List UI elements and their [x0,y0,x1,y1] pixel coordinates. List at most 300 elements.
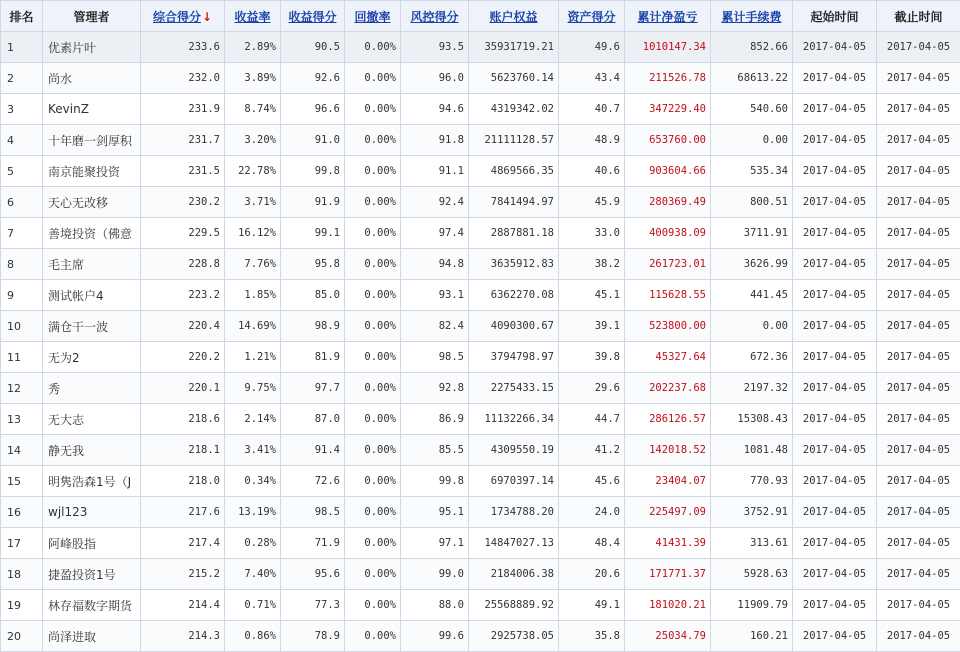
cell-return-rate: 2.14% [225,404,281,435]
cell-total-score: 214.3 [141,621,225,652]
cell-return-rate: 8.74% [225,94,281,125]
cell-start-time: 2017-04-05 [793,156,877,187]
cell-risk-score: 99.8 [401,466,469,497]
cell-asset-score: 39.8 [559,342,625,373]
cell-return-score: 81.9 [281,342,345,373]
table-row[interactable] [1,125,960,156]
cell-manager: 尚水 [43,63,141,94]
cell-start-time: 2017-04-05 [793,94,877,125]
cell-net-pnl: 171771.37 [625,559,711,590]
cell-total-score: 214.4 [141,590,225,621]
cell-equity: 4319342.02 [469,94,559,125]
cell-net-pnl: 225497.09 [625,497,711,528]
cell-return-score: 99.1 [281,218,345,249]
cell-risk-score: 92.4 [401,187,469,218]
cell-risk-score: 99.6 [401,621,469,652]
cell-drawdown: 0.00% [345,559,401,590]
cell-end-time: 2017-04-05 [877,94,960,125]
cell-fees: 540.60 [711,94,793,125]
cell-equity: 6362270.08 [469,280,559,311]
cell-end-time: 2017-04-05 [877,218,960,249]
cell-fees: 2197.32 [711,373,793,404]
table-row[interactable] [1,528,960,559]
cell-start-time: 2017-04-05 [793,63,877,94]
cell-return-score: 77.3 [281,590,345,621]
cell-return-rate: 13.19% [225,497,281,528]
cell-total-score: 232.0 [141,63,225,94]
cell-manager: 无大志 [43,404,141,435]
cell-drawdown: 0.00% [345,32,401,63]
header-link[interactable]: 累计净盈亏 [637,10,697,24]
table-row[interactable] [1,156,960,187]
cell-equity: 2184006.38 [469,559,559,590]
cell-risk-score: 91.8 [401,125,469,156]
cell-risk-score: 99.0 [401,559,469,590]
cell-end-time: 2017-04-05 [877,590,960,621]
cell-start-time: 2017-04-05 [793,125,877,156]
cell-net-pnl: 181020.21 [625,590,711,621]
table-row[interactable] [1,466,960,497]
cell-risk-score: 97.1 [401,528,469,559]
cell-fees: 15308.43 [711,404,793,435]
cell-rank: 17 [1,528,43,559]
cell-start-time: 2017-04-05 [793,32,877,63]
cell-asset-score: 29.6 [559,373,625,404]
cell-manager: 善境投资（佛意 [43,218,141,249]
header-link[interactable]: 风控得分 [410,10,458,24]
cell-drawdown: 0.00% [345,63,401,94]
cell-rank: 19 [1,590,43,621]
header-end-time: 截止时间 [877,1,960,32]
table-row[interactable] [1,187,960,218]
table-row[interactable] [1,63,960,94]
cell-asset-score: 40.7 [559,94,625,125]
header-risk-score[interactable] [401,1,469,32]
cell-return-rate: 0.71% [225,590,281,621]
cell-return-rate: 3.41% [225,435,281,466]
header-link[interactable]: 资产得分 [567,10,615,24]
cell-manager: 毛主席 [43,249,141,280]
cell-end-time: 2017-04-05 [877,373,960,404]
cell-net-pnl: 261723.01 [625,249,711,280]
cell-asset-score: 38.2 [559,249,625,280]
cell-return-score: 95.6 [281,559,345,590]
cell-net-pnl: 523800.00 [625,311,711,342]
cell-rank: 11 [1,342,43,373]
cell-rank: 15 [1,466,43,497]
cell-equity: 14847027.13 [469,528,559,559]
cell-net-pnl: 280369.49 [625,187,711,218]
cell-start-time: 2017-04-05 [793,497,877,528]
table-row[interactable] [1,32,960,63]
cell-asset-score: 45.9 [559,187,625,218]
cell-fees: 1081.48 [711,435,793,466]
cell-asset-score: 43.4 [559,63,625,94]
cell-rank: 8 [1,249,43,280]
cell-total-score: 229.5 [141,218,225,249]
cell-risk-score: 98.5 [401,342,469,373]
cell-drawdown: 0.00% [345,156,401,187]
cell-drawdown: 0.00% [345,125,401,156]
cell-rank: 12 [1,373,43,404]
cell-manager: 天心无改移 [43,187,141,218]
cell-return-score: 90.5 [281,32,345,63]
table-row[interactable] [1,249,960,280]
cell-rank: 1 [1,32,43,63]
cell-equity: 25568889.92 [469,590,559,621]
cell-drawdown: 0.00% [345,342,401,373]
cell-fees: 672.36 [711,342,793,373]
cell-drawdown: 0.00% [345,466,401,497]
table-row[interactable] [1,590,960,621]
cell-risk-score: 88.0 [401,590,469,621]
cell-risk-score: 96.0 [401,63,469,94]
cell-start-time: 2017-04-05 [793,528,877,559]
cell-start-time: 2017-04-05 [793,435,877,466]
cell-net-pnl: 45327.64 [625,342,711,373]
cell-asset-score: 48.9 [559,125,625,156]
table-row[interactable] [1,342,960,373]
cell-net-pnl: 202237.68 [625,373,711,404]
cell-manager: 无为2 [43,342,141,373]
cell-asset-score: 49.6 [559,32,625,63]
cell-return-rate: 1.21% [225,342,281,373]
cell-manager: 满仓干一波 [43,311,141,342]
cell-equity: 11132266.34 [469,404,559,435]
cell-equity: 7841494.97 [469,187,559,218]
cell-return-score: 78.9 [281,621,345,652]
cell-start-time: 2017-04-05 [793,590,877,621]
cell-start-time: 2017-04-05 [793,342,877,373]
cell-total-score: 233.6 [141,32,225,63]
cell-return-rate: 3.71% [225,187,281,218]
cell-equity: 3794798.97 [469,342,559,373]
cell-return-rate: 7.76% [225,249,281,280]
cell-fees: 852.66 [711,32,793,63]
cell-drawdown: 0.00% [345,590,401,621]
cell-equity: 1734788.20 [469,497,559,528]
cell-asset-score: 44.7 [559,404,625,435]
cell-net-pnl: 41431.39 [625,528,711,559]
cell-asset-score: 45.1 [559,280,625,311]
cell-asset-score: 49.1 [559,590,625,621]
header-total-score[interactable] [141,1,225,32]
cell-drawdown: 0.00% [345,218,401,249]
cell-return-rate: 3.20% [225,125,281,156]
cell-total-score: 223.2 [141,280,225,311]
cell-net-pnl: 347229.40 [625,94,711,125]
cell-fees: 3626.99 [711,249,793,280]
cell-risk-score: 91.1 [401,156,469,187]
cell-drawdown: 0.00% [345,187,401,218]
table-row[interactable] [1,621,960,652]
cell-end-time: 2017-04-05 [877,466,960,497]
header-return-score[interactable] [281,1,345,32]
cell-net-pnl: 211526.78 [625,63,711,94]
cell-end-time: 2017-04-05 [877,187,960,218]
cell-return-rate: 1.85% [225,280,281,311]
cell-fees: 5928.63 [711,559,793,590]
cell-fees: 313.61 [711,528,793,559]
header-link[interactable]: 累计手续费 [721,10,781,24]
cell-asset-score: 40.6 [559,156,625,187]
cell-start-time: 2017-04-05 [793,311,877,342]
table-row[interactable] [1,311,960,342]
cell-fees: 160.21 [711,621,793,652]
cell-return-rate: 0.34% [225,466,281,497]
cell-return-rate: 0.86% [225,621,281,652]
cell-equity: 4309550.19 [469,435,559,466]
cell-return-score: 97.7 [281,373,345,404]
cell-risk-score: 95.1 [401,497,469,528]
cell-risk-score: 93.5 [401,32,469,63]
cell-total-score: 215.2 [141,559,225,590]
cell-end-time: 2017-04-05 [877,311,960,342]
cell-return-rate: 16.12% [225,218,281,249]
cell-return-score: 91.0 [281,125,345,156]
cell-return-score: 98.5 [281,497,345,528]
cell-return-rate: 7.40% [225,559,281,590]
cell-net-pnl: 400938.09 [625,218,711,249]
cell-rank: 18 [1,559,43,590]
header-asset-score[interactable] [559,1,625,32]
cell-fees: 3752.91 [711,497,793,528]
cell-fees: 11909.79 [711,590,793,621]
cell-total-score: 217.6 [141,497,225,528]
cell-manager: 林存福数字期货 [43,590,141,621]
cell-start-time: 2017-04-05 [793,404,877,435]
cell-manager: 优素片叶 [43,32,141,63]
cell-asset-score: 39.1 [559,311,625,342]
cell-drawdown: 0.00% [345,404,401,435]
header-manager: 管理者 [43,1,141,32]
cell-equity: 2925738.05 [469,621,559,652]
table-body [1,32,960,652]
cell-rank: 14 [1,435,43,466]
cell-net-pnl: 653760.00 [625,125,711,156]
cell-rank: 13 [1,404,43,435]
sort-desc-icon: ↓ [202,10,212,24]
cell-drawdown: 0.00% [345,311,401,342]
cell-net-pnl: 25034.79 [625,621,711,652]
cell-manager: KevinZ [43,94,141,125]
cell-start-time: 2017-04-05 [793,218,877,249]
cell-asset-score: 33.0 [559,218,625,249]
cell-rank: 7 [1,218,43,249]
cell-fees: 535.34 [711,156,793,187]
cell-risk-score: 93.1 [401,280,469,311]
cell-risk-score: 86.9 [401,404,469,435]
cell-drawdown: 0.00% [345,528,401,559]
table-row[interactable] [1,218,960,249]
cell-return-rate: 3.89% [225,63,281,94]
cell-return-score: 92.6 [281,63,345,94]
cell-drawdown: 0.00% [345,497,401,528]
cell-end-time: 2017-04-05 [877,404,960,435]
header-link[interactable]: 收益得分 [288,10,336,24]
cell-drawdown: 0.00% [345,373,401,404]
cell-asset-score: 45.6 [559,466,625,497]
cell-risk-score: 85.5 [401,435,469,466]
cell-manager: 静无我 [43,435,141,466]
cell-total-score: 220.1 [141,373,225,404]
header-link[interactable]: 综合得分 [153,10,201,24]
header-drawdown[interactable] [345,1,401,32]
cell-fees: 441.45 [711,280,793,311]
cell-manager: 十年磨一剑厚积 [43,125,141,156]
cell-risk-score: 82.4 [401,311,469,342]
cell-total-score: 231.5 [141,156,225,187]
header-start-time: 起始时间 [793,1,877,32]
cell-return-score: 95.8 [281,249,345,280]
cell-return-score: 96.6 [281,94,345,125]
cell-return-rate: 2.89% [225,32,281,63]
cell-rank: 3 [1,94,43,125]
cell-start-time: 2017-04-05 [793,621,877,652]
cell-end-time: 2017-04-05 [877,125,960,156]
cell-asset-score: 41.2 [559,435,625,466]
cell-manager: 捷盈投资1号 [43,559,141,590]
table-row[interactable] [1,497,960,528]
cell-start-time: 2017-04-05 [793,280,877,311]
cell-end-time: 2017-04-05 [877,435,960,466]
cell-equity: 3635912.83 [469,249,559,280]
cell-end-time: 2017-04-05 [877,342,960,373]
header-return-rate[interactable] [225,1,281,32]
header-equity[interactable] [469,1,559,32]
cell-drawdown: 0.00% [345,621,401,652]
cell-fees: 3711.91 [711,218,793,249]
cell-return-rate: 0.28% [225,528,281,559]
cell-total-score: 230.2 [141,187,225,218]
cell-return-score: 91.9 [281,187,345,218]
table-row[interactable] [1,94,960,125]
cell-start-time: 2017-04-05 [793,373,877,404]
cell-manager: 明隽浩森1号（J [43,466,141,497]
cell-rank: 4 [1,125,43,156]
cell-return-score: 72.6 [281,466,345,497]
cell-rank: 10 [1,311,43,342]
cell-risk-score: 94.8 [401,249,469,280]
cell-end-time: 2017-04-05 [877,280,960,311]
cell-net-pnl: 142018.52 [625,435,711,466]
table-row[interactable] [1,404,960,435]
cell-rank: 6 [1,187,43,218]
cell-equity: 5623760.14 [469,63,559,94]
cell-manager: wjl123 [43,497,141,528]
cell-net-pnl: 903604.66 [625,156,711,187]
cell-asset-score: 35.8 [559,621,625,652]
cell-return-rate: 9.75% [225,373,281,404]
cell-rank: 5 [1,156,43,187]
cell-total-score: 220.4 [141,311,225,342]
cell-total-score: 218.6 [141,404,225,435]
cell-end-time: 2017-04-05 [877,559,960,590]
cell-equity: 35931719.21 [469,32,559,63]
cell-end-time: 2017-04-05 [877,621,960,652]
cell-net-pnl: 1010147.34 [625,32,711,63]
cell-return-rate: 14.69% [225,311,281,342]
cell-net-pnl: 286126.57 [625,404,711,435]
table-row[interactable] [1,559,960,590]
cell-return-score: 99.8 [281,156,345,187]
cell-asset-score: 48.4 [559,528,625,559]
cell-rank: 9 [1,280,43,311]
cell-manager: 阿峰股指 [43,528,141,559]
cell-total-score: 220.2 [141,342,225,373]
cell-equity: 2275433.15 [469,373,559,404]
cell-fees: 800.51 [711,187,793,218]
cell-return-score: 85.0 [281,280,345,311]
cell-total-score: 231.7 [141,125,225,156]
cell-manager: 测试帐户4 [43,280,141,311]
cell-total-score: 228.8 [141,249,225,280]
cell-fees: 0.00 [711,125,793,156]
cell-drawdown: 0.00% [345,249,401,280]
cell-return-score: 87.0 [281,404,345,435]
cell-asset-score: 24.0 [559,497,625,528]
table-row[interactable] [1,435,960,466]
cell-end-time: 2017-04-05 [877,32,960,63]
table-row[interactable] [1,280,960,311]
cell-start-time: 2017-04-05 [793,249,877,280]
cell-drawdown: 0.00% [345,280,401,311]
cell-end-time: 2017-04-05 [877,528,960,559]
cell-asset-score: 20.6 [559,559,625,590]
cell-rank: 20 [1,621,43,652]
table-row[interactable] [1,373,960,404]
header-link[interactable]: 回撤率 [354,10,390,24]
cell-return-score: 91.4 [281,435,345,466]
cell-fees: 770.93 [711,466,793,497]
cell-rank: 16 [1,497,43,528]
header-link[interactable]: 账户权益 [489,10,537,24]
cell-manager: 秀 [43,373,141,404]
cell-return-score: 71.9 [281,528,345,559]
cell-end-time: 2017-04-05 [877,497,960,528]
cell-equity: 21111128.57 [469,125,559,156]
cell-fees: 0.00 [711,311,793,342]
cell-return-rate: 22.78% [225,156,281,187]
cell-drawdown: 0.00% [345,94,401,125]
cell-fees: 68613.22 [711,63,793,94]
cell-total-score: 218.0 [141,466,225,497]
cell-equity: 2887881.18 [469,218,559,249]
cell-end-time: 2017-04-05 [877,156,960,187]
header-rank: 排名 [1,1,43,32]
cell-equity: 4869566.35 [469,156,559,187]
header-link[interactable]: 收益率 [234,10,270,24]
cell-rank: 2 [1,63,43,94]
cell-manager: 尚泽进取 [43,621,141,652]
cell-equity: 6970397.14 [469,466,559,497]
cell-start-time: 2017-04-05 [793,559,877,590]
cell-total-score: 218.1 [141,435,225,466]
cell-end-time: 2017-04-05 [877,249,960,280]
cell-equity: 4090300.67 [469,311,559,342]
cell-total-score: 231.9 [141,94,225,125]
cell-start-time: 2017-04-05 [793,466,877,497]
cell-risk-score: 97.4 [401,218,469,249]
cell-net-pnl: 115628.55 [625,280,711,311]
cell-drawdown: 0.00% [345,435,401,466]
cell-return-score: 98.9 [281,311,345,342]
header-fees[interactable] [711,1,793,32]
cell-total-score: 217.4 [141,528,225,559]
header-net-pnl[interactable] [625,1,711,32]
cell-end-time: 2017-04-05 [877,63,960,94]
header-row [1,1,960,32]
